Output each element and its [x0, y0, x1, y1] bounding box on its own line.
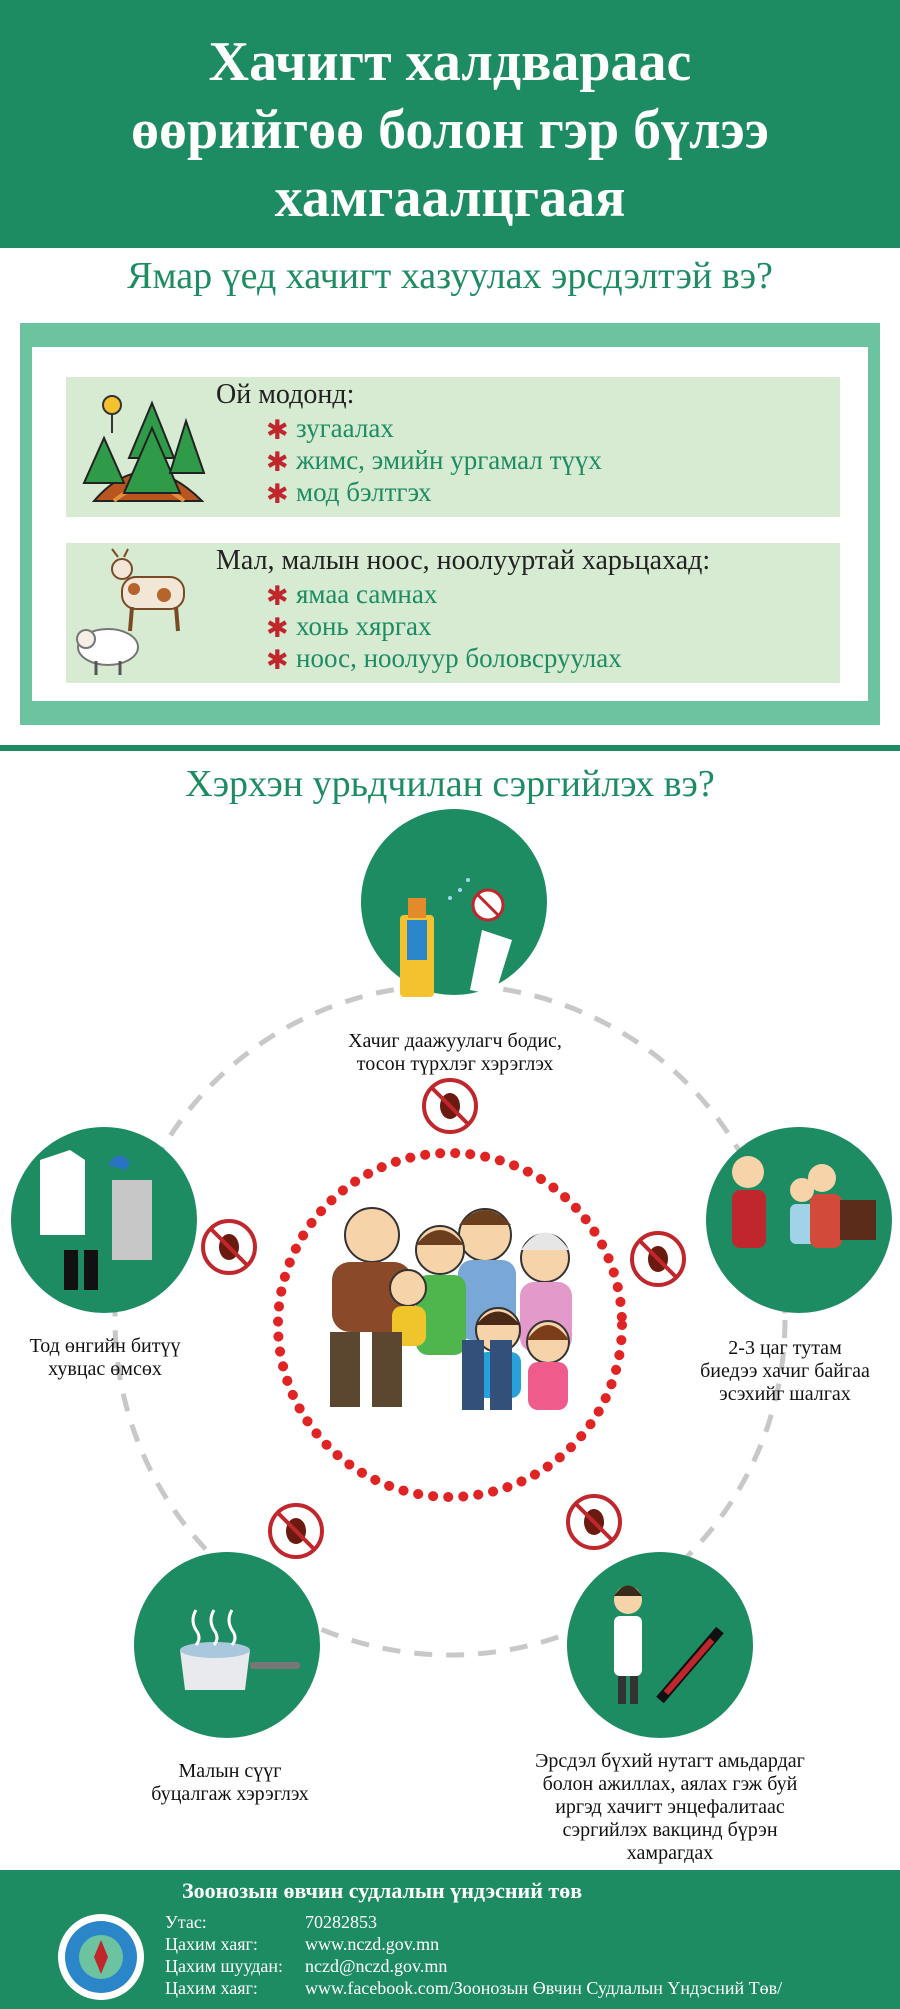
caption-line: Малын сүүг	[178, 1760, 282, 1782]
tick-icon: ✱	[266, 613, 289, 643]
livestock-item-label: ноос, ноолуур боловсруулах	[296, 643, 622, 673]
facebook-label: Цахим хаяг:	[165, 1978, 258, 1998]
check-caption	[680, 1337, 890, 1406]
livestock-item-label: ямаа самнах	[296, 579, 438, 609]
facebook-link[interactable]: www.facebook.com/Зоонозын Өвчин Судлалын Үндэсний Төв/	[305, 1978, 783, 1998]
email-label: Цахим шуудан:	[165, 1956, 284, 1976]
no-tick-sign	[632, 1233, 684, 1285]
repellent-caption	[300, 1030, 610, 1076]
repellent-circle	[361, 809, 547, 995]
web-link[interactable]: www.nczd.gov.mn	[305, 1934, 440, 1954]
livestock-title: Мал, малын ноос, ноолууртай харьцахад:	[216, 545, 711, 576]
forest-title: Ой модонд:	[216, 379, 355, 410]
no-tick-sign	[424, 1080, 476, 1132]
caption-line: эсэхийг шалгах	[719, 1383, 851, 1405]
tick-icon: ✱	[266, 447, 289, 477]
caption-line: тосон түрхлэг хэрэглэх	[356, 1053, 554, 1075]
forest-item-label: жимс, эмийн ургамал түүх	[296, 445, 602, 475]
email-link[interactable]: nczd@nczd.gov.mn	[305, 1956, 448, 1976]
caption-line: сэргийлэх вакцинд бүрэн	[562, 1819, 778, 1841]
no-tick-sign	[203, 1221, 255, 1273]
caption-line: болон ажиллах, аялах гэж буй	[542, 1773, 798, 1795]
caption-line: Тод өнгийн битүү	[29, 1335, 181, 1357]
title-line-1: Хачигт халдвараас	[208, 31, 692, 93]
tick-icon: ✱	[266, 581, 289, 611]
phone-label: Утас:	[165, 1912, 207, 1932]
clothing-circle	[11, 1127, 197, 1313]
risk-question: Ямар үед хачигт хазуулах эрсдэлтэй вэ?	[127, 255, 773, 297]
nczd-logo-icon	[56, 1912, 146, 2002]
tick-icon: ✱	[266, 645, 289, 675]
clothing-caption	[10, 1335, 200, 1381]
tick-icon: ✱	[266, 479, 289, 509]
caption-line: Эрсдэл бүхий нутагт амьдардаг	[535, 1750, 805, 1772]
footer-org: Зоонозын өвчин судлалын үндэсний төв	[182, 1878, 583, 1903]
family-icon	[330, 1208, 572, 1410]
web-label: Цахим хаяг:	[165, 1934, 258, 1954]
milk-caption	[120, 1760, 340, 1806]
vaccine-caption	[500, 1750, 840, 1865]
livestock-item-label: хонь хяргах	[296, 611, 432, 641]
tick-icon: ✱	[266, 415, 289, 445]
forest-item-label: мод бэлтгэх	[296, 477, 432, 507]
phone-value[interactable]: 70282853	[305, 1912, 377, 1932]
no-tick-sign	[568, 1496, 620, 1548]
caption-line: биедээ хачиг байгаа	[700, 1360, 870, 1382]
caption-line: хувцас өмсөх	[48, 1358, 162, 1380]
caption-line: буцалгаж хэрэглэх	[151, 1783, 309, 1805]
title-line-2: өөрийгөө болон гэр бүлээ	[131, 99, 769, 161]
no-tick-sign	[270, 1505, 322, 1557]
footer	[0, 1870, 900, 2009]
caption-line: хамрагдах	[626, 1842, 714, 1864]
caption-line: Хачиг даажуулагч бодис,	[348, 1030, 562, 1052]
forest-item-label: зугаалах	[296, 413, 394, 443]
caption-line: 2-3 цаг тутам	[728, 1337, 842, 1359]
caption-line: иргэд хачигт энцефалитаас	[555, 1796, 785, 1818]
title-line-3: хамгаалцгаая	[274, 167, 626, 229]
vaccine-circle	[567, 1552, 753, 1738]
prevention-question: Хэрхэн урьдчилан сэргийлэх вэ?	[185, 763, 715, 805]
